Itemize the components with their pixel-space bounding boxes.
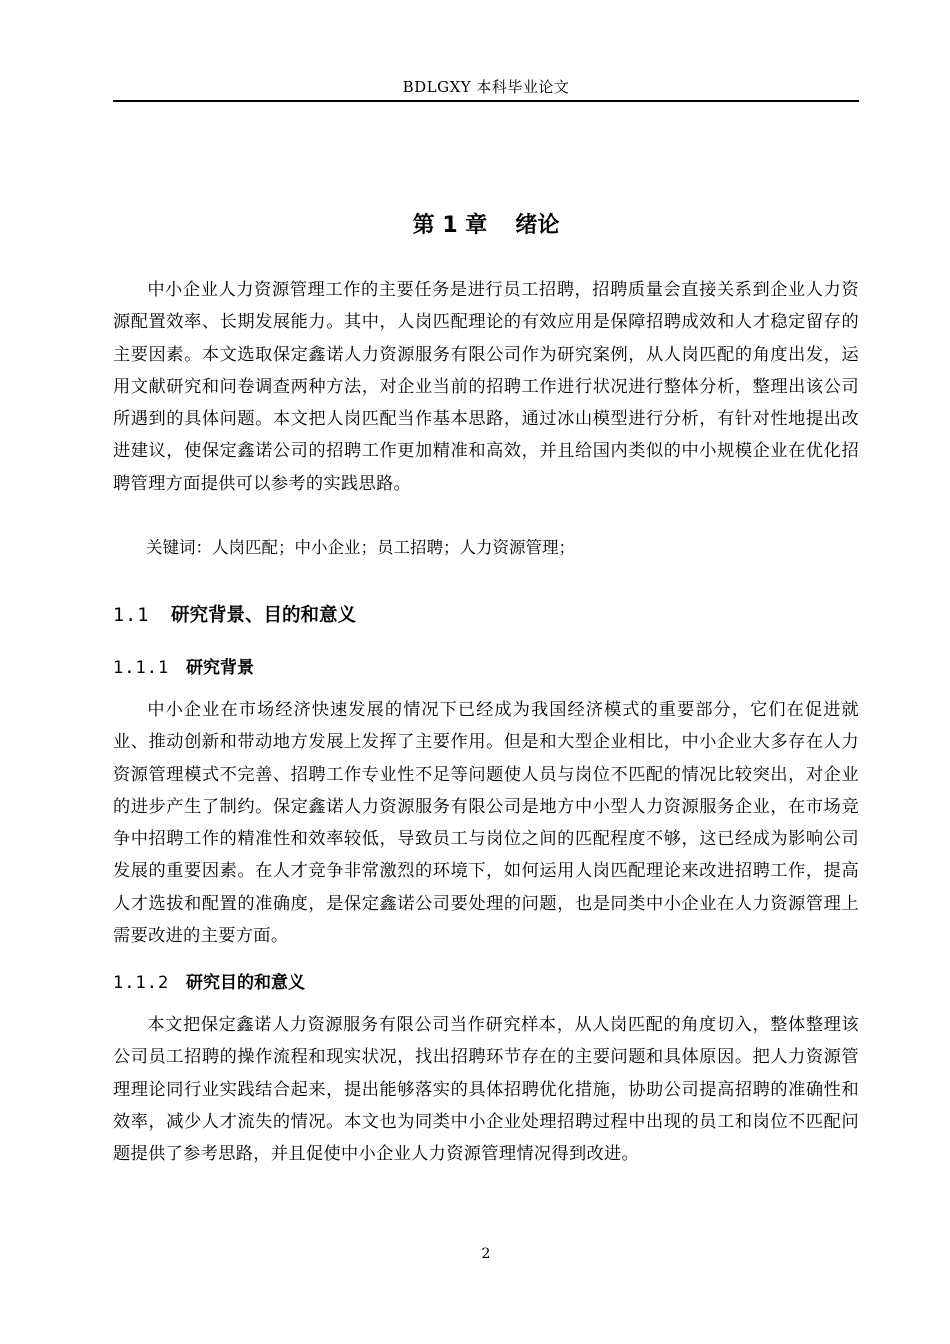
running-header: BDLGXY 本科毕业论文 [402, 78, 570, 96]
section-title: 研究目的和意义 [186, 973, 305, 993]
header-rule [113, 100, 859, 102]
page-number: 2 [481, 1246, 491, 1262]
section-heading-1-1-1 [113, 654, 859, 682]
chapter-number: 第 1 章 [412, 213, 488, 238]
section-title: 研究背景 [186, 658, 254, 678]
intro-paragraph: 中小企业人力资源管理工作的主要任务是进行员工招聘，招聘质量会直接关系到企业人力资源配置效率、长期发展能力。其中，人岗匹配理论的有效应用是保障招聘成效和人才稳定留存的主要因素。本文选取保定鑫诺人力资源服务有限公司作为研究案例，从人岗匹配的角度出发，运用文献研究和问卷调查两种方法，对企业当前的招聘工作进行状况进行整体分析，整理出该公司所遇到的具体问题。本文把人岗匹配当作基本思路，通过冰山模型进行分析，有针对性地提出改进建议，使保定鑫诺公司的招聘工作更加精准和高效，并且给国内类似的中小规模企业在优化招聘管理方面提供可以参考的实践思路。 [113, 280, 859, 494]
section-heading-1-1 [113, 601, 859, 631]
chapter-title [113, 210, 859, 242]
section-number: 1.1.1 [113, 658, 170, 678]
background-paragraph: 中小企业在市场经济快速发展的情况下已经成为我国经济模式的重要部分，它们在促进就业、推动创新和带动地方发展上发挥了主要作用。但是和大型企业相比，中小企业大多存在人力资源管理模式不完善、招聘工作专业性不足等问题使人员与岗位不匹配的情况比较突出，对企业的进步产生了制约。保定鑫诺人力资源服务有限公司是地方中小型人力资源服务企业，在市场竞争中招聘工作的精准性和效率较低，导致员工与岗位之间的匹配程度不够，这已经成为影响公司发展的重要因素。在人才竞争非常激烈的环境下，如何运用人岗匹配理论来改进招聘工作，提高人才选拔和配置的准确度，是保定鑫诺公司要处理的问题，也是同类中小企业在人力资源管理上需要改进的主要方面。 [113, 700, 859, 947]
chapter-name: 绪论 [515, 213, 560, 238]
section-number: 1.1 [113, 605, 150, 626]
section-title: 研究背景、目的和意义 [171, 605, 357, 626]
keywords-line: 关键词：人岗匹配；中小企业；员工招聘；人力资源管理； [146, 538, 575, 557]
purpose-paragraph: 本文把保定鑫诺人力资源服务有限公司当作研究样本，从人岗匹配的角度切入，整体整理该公司员工招聘的操作流程和现实状况，找出招聘环节存在的主要问题和具体原因。把人力资源管理理论同行业实践结合起来，提出能够落实的具体招聘优化措施，协助公司提高招聘的准确性和效率，减少人才流失的情况。本文也为同类中小企业处理招聘过程中出现的员工和岗位不匹配问题提供了参考思路，并且促使中小企业人力资源管理情况得到改进。 [113, 1015, 859, 1165]
section-heading-1-1-2 [113, 969, 859, 997]
section-number: 1.1.2 [113, 973, 170, 993]
